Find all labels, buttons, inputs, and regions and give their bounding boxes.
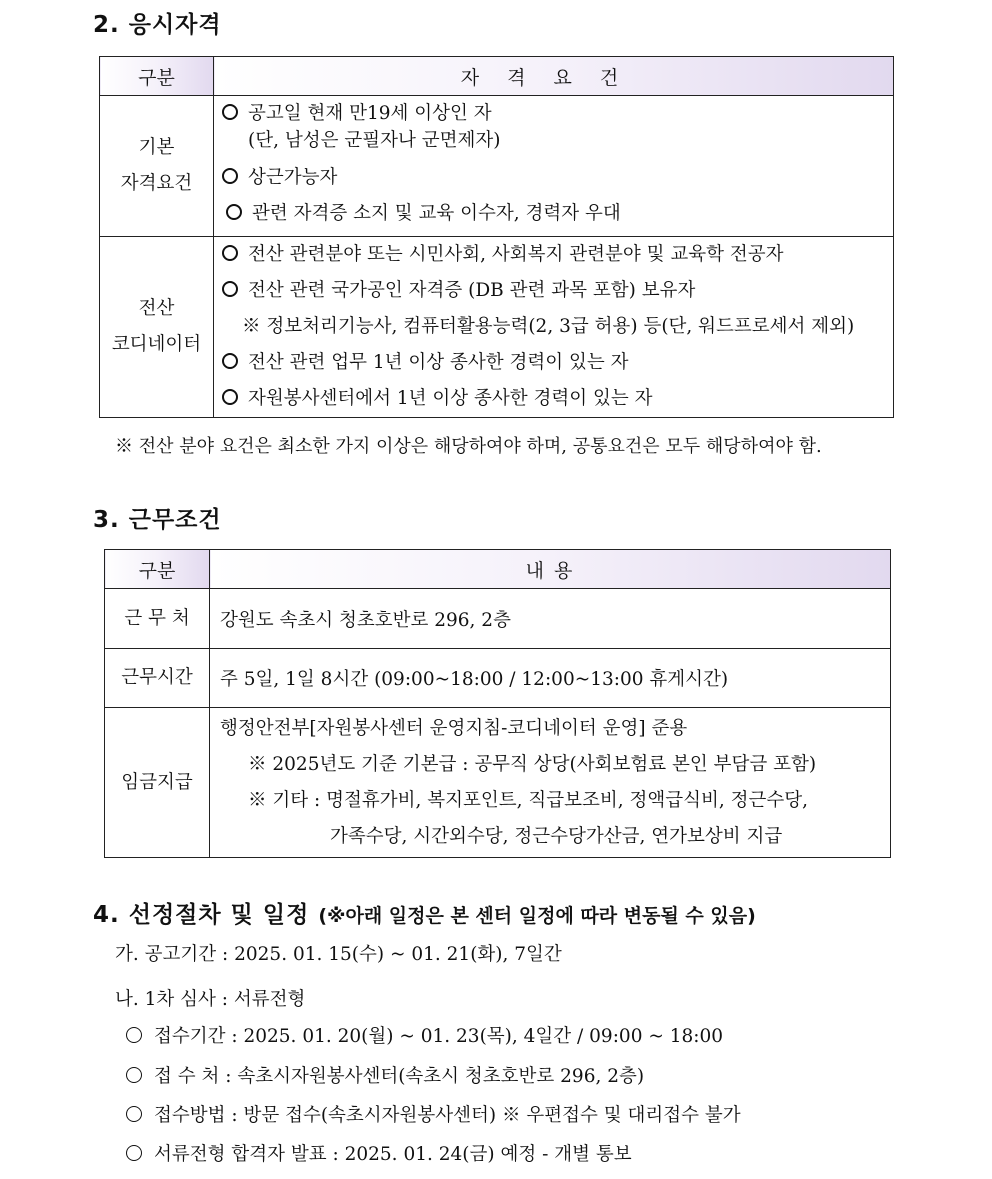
requirements-cell-coordinator — [214, 237, 894, 418]
wage-note-continuation: 가족수당, 시간외수당, 정근수당가산금, 연가보상비 지급 — [330, 825, 783, 847]
row-label-workplace: 근 무 처 — [105, 589, 210, 649]
table-row — [100, 237, 894, 418]
wage-cell — [210, 708, 891, 858]
list-item: 자원봉사센터에서 1년 이상 종사한 경력이 있는 자 — [222, 381, 893, 417]
header-category: 구분 — [105, 550, 210, 589]
list-item: 전산 관련분야 또는 시민사회, 사회복지 관련분야 및 교육학 전공자 — [222, 237, 893, 273]
section-3-title: 3. 근무조건 — [93, 507, 222, 533]
header-content: 내 용 — [210, 550, 891, 589]
circle-bullet-icon — [222, 389, 238, 405]
hours-value: 주 5일, 1일 8시간 (09:00~18:00 / 12:00~13:00 휴게시간) — [210, 649, 891, 708]
table-row — [105, 589, 891, 649]
requirements-cell-basic — [214, 96, 894, 237]
section-4-heading: 4. 선정절차 및 일정 — [93, 902, 310, 928]
schedule-subitem: 접수방법 : 방문 접수(속초시자원봉사센터) ※ 우편접수 및 대리접수 불가 — [126, 1101, 741, 1127]
table-row — [105, 708, 891, 858]
row-label-coordinator: 전산 코디네이터 — [100, 237, 214, 418]
list-item-note: ※ 정보처리기능사, 컴퓨터활용능력(2, 3급 허용) 등(단, 워드프로세서 제외) — [242, 316, 855, 337]
schedule-item: 가. 공고기간 : 2025. 01. 15(수) ~ 01. 21(화), 7일간 — [115, 944, 562, 965]
schedule-subitem: 서류전형 합격자 발표 : 2025. 01. 24(금) 예정 - 개별 통보 — [126, 1140, 632, 1166]
section-2-title: 2. 응시자격 — [93, 12, 222, 38]
row-label-basic: 기본 자격요건 — [100, 96, 214, 237]
row-label-hours: 근무시간 — [105, 649, 210, 708]
circle-bullet-icon — [222, 353, 238, 369]
circle-bullet-icon — [222, 245, 238, 261]
qualification-table — [99, 56, 894, 418]
circle-bullet-icon — [126, 1027, 142, 1043]
list-item: 전산 관련 업무 1년 이상 종사한 경력이 있는 자 — [222, 345, 893, 381]
list-item-continuation: (단, 남성은 군필자나 군면제자) — [248, 130, 501, 151]
table-row — [105, 649, 891, 708]
section-4-subtitle: (※아래 일정은 본 센터 일정에 따라 변동될 수 있음) — [318, 905, 756, 927]
wage-line: 행정안전부[자원봉사센터 운영지침-코디네이터 운영] 준용 — [220, 717, 688, 739]
qualification-table-header — [100, 57, 894, 96]
work-conditions-table — [104, 549, 891, 858]
table-row — [100, 96, 894, 237]
list-item: 관련 자격증 소지 및 교육 이수자, 경력자 우대 — [222, 196, 893, 232]
list-item: 전산 관련 국가공인 자격증 (DB 관련 과목 포함) 보유자 — [222, 273, 893, 309]
schedule-subitem: 접수기간 : 2025. 01. 20(월) ~ 01. 23(목), 4일간 / 09:00 ~ 18:00 — [126, 1022, 723, 1048]
wage-note: ※ 기타 : 명절휴가비, 복지포인트, 직급보조비, 정액급식비, 정근수당, — [248, 789, 808, 811]
circle-bullet-icon — [126, 1106, 142, 1122]
section-2-footnote: ※ 전산 분야 요건은 최소한 가지 이상은 해당하여야 하며, 공통요건은 모두 해당하여야 함. — [115, 436, 822, 457]
schedule-item: 나. 1차 심사 : 서류전형 — [115, 989, 306, 1010]
header-category: 구분 — [100, 57, 214, 96]
header-requirements: 자격요건 — [214, 57, 894, 96]
row-label-wage: 임금지급 — [105, 708, 210, 858]
circle-bullet-icon — [222, 168, 238, 184]
circle-bullet-icon — [226, 204, 242, 220]
circle-bullet-icon — [126, 1145, 142, 1161]
wage-note: ※ 2025년도 기준 기본급 : 공무직 상당(사회보험료 본인 부담금 포함) — [248, 753, 817, 775]
workplace-value: 강원도 속초시 청초호반로 296, 2층 — [210, 589, 891, 649]
schedule-subitem: 접 수 처 : 속초시자원봉사센터(속초시 청초호반로 296, 2층) — [126, 1062, 644, 1088]
circle-bullet-icon — [126, 1067, 142, 1083]
circle-bullet-icon — [222, 281, 238, 297]
section-4-title — [93, 896, 756, 929]
list-item: 공고일 현재 만19세 이상인 자 — [222, 100, 893, 128]
list-item: 상근가능자 — [222, 160, 893, 196]
circle-bullet-icon — [222, 104, 238, 120]
work-conditions-header — [105, 550, 891, 589]
